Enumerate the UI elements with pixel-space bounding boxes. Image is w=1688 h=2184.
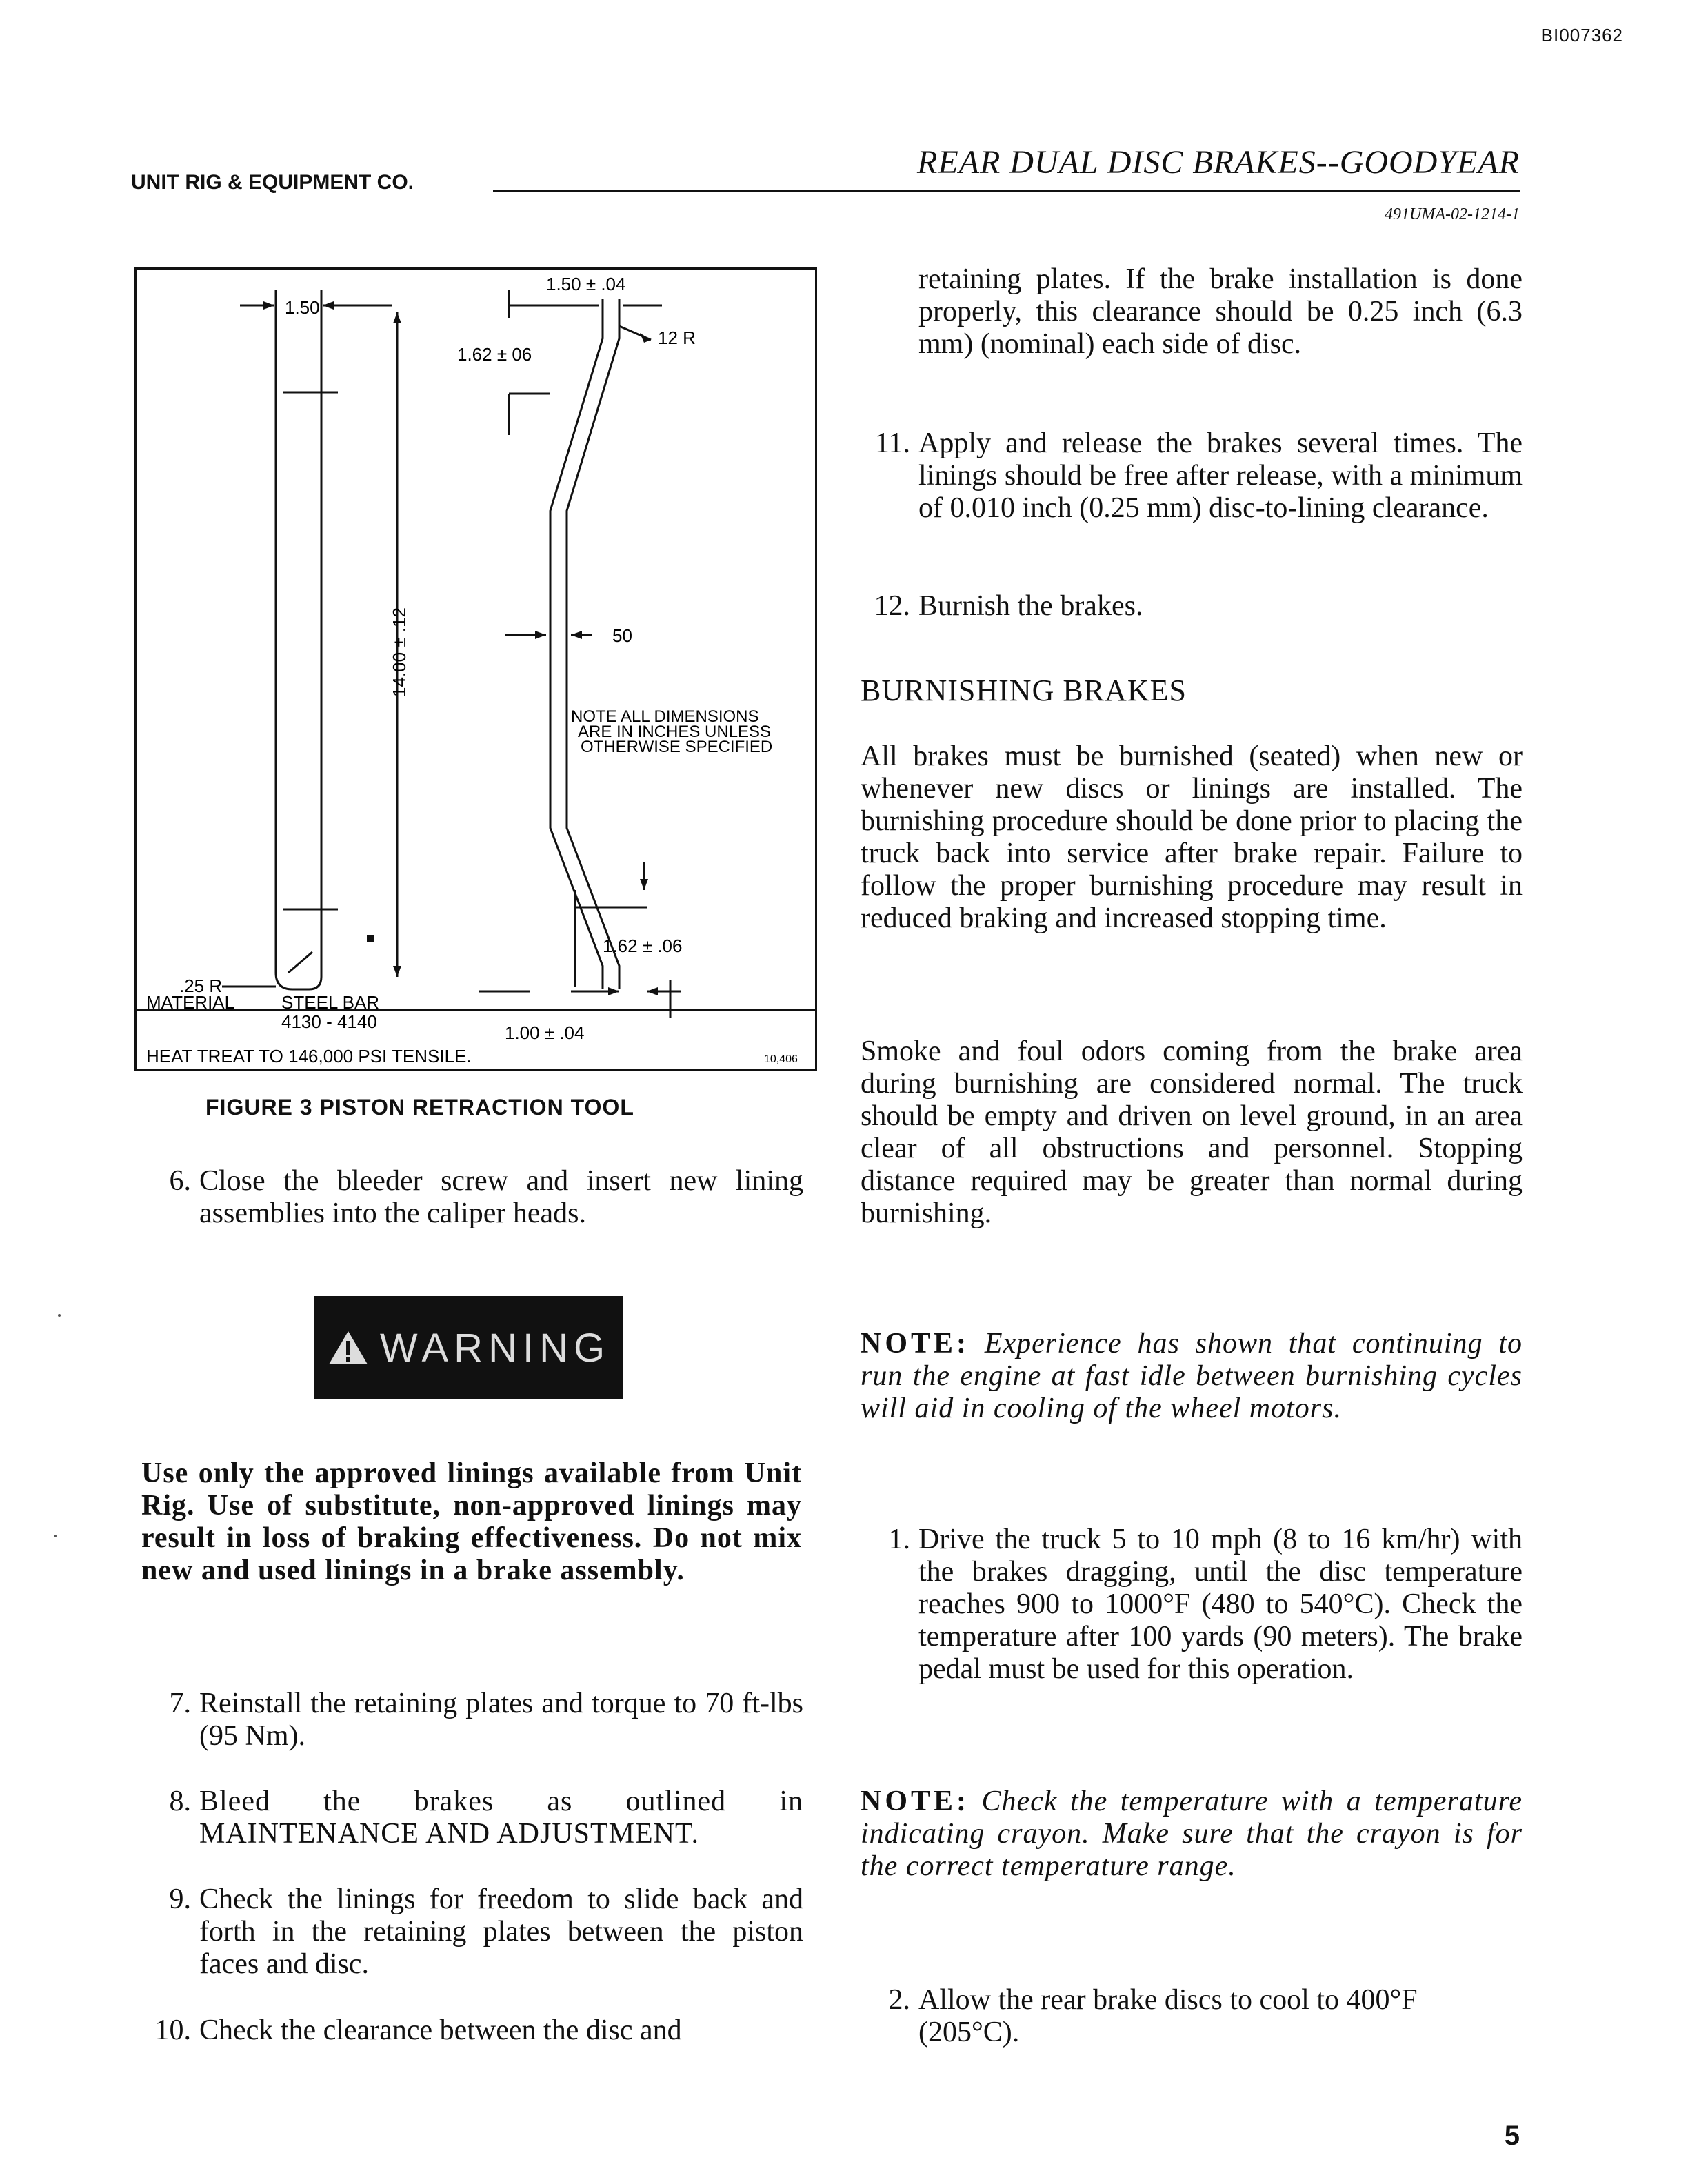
step-text: Allow the rear brake discs to cool to 400°F (205°C). [918, 1984, 1418, 2048]
warning-label: WARNING [379, 1325, 611, 1371]
step-number: 10. [154, 2014, 191, 2046]
step-8 [141, 1786, 803, 1850]
step-7 [141, 1688, 803, 1752]
figure-note-line-3: OTHERWISE SPECIFIED [581, 738, 773, 756]
step-number: 7. [169, 1688, 191, 1719]
step-text: Reinstall the retaining plates and torque to 70 ft-lbs (95 Nm). [199, 1688, 803, 1752]
dim-thickness: 50 [612, 625, 632, 646]
step-text: Bleed the brakes as outlined in MAINTENANCE AND ADJUSTMENT. [199, 1786, 803, 1850]
scan-speck [58, 1314, 61, 1317]
dim-radius-bend: 12 R [658, 327, 696, 348]
section-title: REAR DUAL DISC BRAKES--GOODYEAR [917, 144, 1520, 181]
bar-profile-inner [567, 299, 619, 989]
step-text: Close the bleeder screw and insert new lining assemblies into the caliper heads. [199, 1165, 803, 1229]
warning-text: Use only the approved linings available from Unit Rig. Use of substitute, non-approved linings may result in loss of braking effectiveness. Do not mix new and used linings in a brake assembly. [141, 1457, 802, 1586]
burnish-step-2 [861, 1984, 1523, 2049]
paragraph-burnishing [861, 740, 1523, 935]
header-rule [493, 190, 1520, 192]
step-number: 11. [875, 427, 910, 459]
paragraph-text: Smoke and foul odors coming from the brake area during burnishing are considered normal. The truck should be empty and driven on level ground, in an area clear of all obstructions and personnel. Stopping distance required may be greater than normal during burnishing. [861, 1035, 1523, 1229]
step-text: Burnish the brakes. [918, 590, 1143, 622]
step-text: Check the linings for freedom to slide back and forth in the retaining plates between the piston faces and disc. [199, 1883, 803, 1980]
step-12 [861, 590, 1523, 623]
step-10-continued [861, 263, 1523, 361]
note-engine-idle [861, 1328, 1523, 1425]
company-name: UNIT RIG & EQUIPMENT CO. [131, 171, 414, 194]
document-id: BI007362 [1540, 25, 1623, 46]
step-text: Drive the truck 5 to 10 mph (8 to 16 km/hr) with the brakes dragging, until the disc temperature reaches 900 to 1000°F (480 to 540°C). Check the temperature after 100 yards (90 meters). The brake pedal must be used for this operation. [918, 1524, 1523, 1685]
figure-code: 10,406 [764, 1053, 798, 1065]
scan-speck [54, 1535, 57, 1537]
figure-drawing [137, 270, 815, 1069]
step-number: 2. [888, 1984, 910, 2016]
step-number: 1. [888, 1524, 910, 1555]
warning-triangle-icon [326, 1328, 370, 1367]
burnish-step-1 [861, 1524, 1523, 1686]
bar-outline-left [276, 297, 321, 989]
paragraph-text: All brakes must be burnished (seated) when new or whenever new discs or linings are installed. The burnishing procedure should be done prior to placing the truck back into service after brake repair. Failure to follow the proper burnishing procedure may result in reduced braking and increased stopping time. [861, 740, 1523, 934]
step-number: 8. [169, 1786, 191, 1817]
figure-piston-retraction-tool [134, 267, 817, 1071]
material-label: MATERIAL [146, 992, 235, 1013]
heat-treat-spec: HEAT TREAT TO 146,000 PSI TENSILE. [146, 1046, 472, 1066]
step-text: Apply and release the brakes several times. The linings should be free after release, with a minimum of 0.010 inch (0.25 mm) disc-to-lining clearance. [918, 427, 1523, 524]
dim-offset-top: 1.62 ± 06 [457, 344, 532, 365]
figure-note-line-2: ARE IN INCHES UNLESS [578, 722, 772, 741]
note-label: NOTE: [861, 1786, 970, 1817]
dim-corner-radius: .25 R [179, 975, 223, 996]
paragraph-smoke [861, 1035, 1523, 1230]
step-6 [141, 1165, 803, 1230]
material-value: STEEL BAR [281, 992, 380, 1013]
figure-caption: FIGURE 3 PISTON RETRACTION TOOL [205, 1095, 634, 1120]
note-crayon [861, 1786, 1523, 1883]
page-number: 5 [1504, 2121, 1520, 2151]
dim-length: 14.00 ± .12 [389, 607, 410, 697]
section-heading: BURNISHING BRAKES [861, 674, 1187, 707]
step-number: 12. [874, 590, 910, 622]
step-9 [141, 1883, 803, 1981]
note-text: Experience has shown that continuing to run the engine at fast idle between burnishing cycles will aid in cooling of the wheel motors. [861, 1328, 1523, 1424]
step-10 [141, 2014, 803, 2047]
dim-offset-bottom: 1.62 ± .06 [603, 936, 683, 956]
step-text: retaining plates. If the brake installation is done properly, this clearance should be 0.25 inch (6.3 mm) (nominal) each side of disc. [918, 263, 1523, 360]
publication-number: 491UMA-02-1214-1 [1385, 205, 1520, 223]
warning-banner [314, 1296, 623, 1399]
dim-flange-top: 1.50 ± .04 [546, 274, 626, 294]
step-11 [861, 427, 1523, 525]
bar-profile-outer [550, 299, 603, 989]
figure-note-line-1: NOTE ALL DIMENSIONS [571, 707, 759, 726]
note-text: Check the temperature with a temperature indicating crayon. Make sure that the crayon is for the correct temperature range. [861, 1786, 1523, 1882]
dim-flange-bottom: 1.00 ± .04 [505, 1022, 585, 1043]
material-grade: 4130 - 4140 [281, 1011, 377, 1032]
dim-width-top: 1.50 [285, 297, 320, 318]
note-label: NOTE: [861, 1328, 970, 1359]
step-text: Check the clearance between the disc and [199, 2014, 682, 2046]
step-number: 6. [169, 1165, 191, 1197]
step-number: 9. [169, 1883, 191, 1915]
